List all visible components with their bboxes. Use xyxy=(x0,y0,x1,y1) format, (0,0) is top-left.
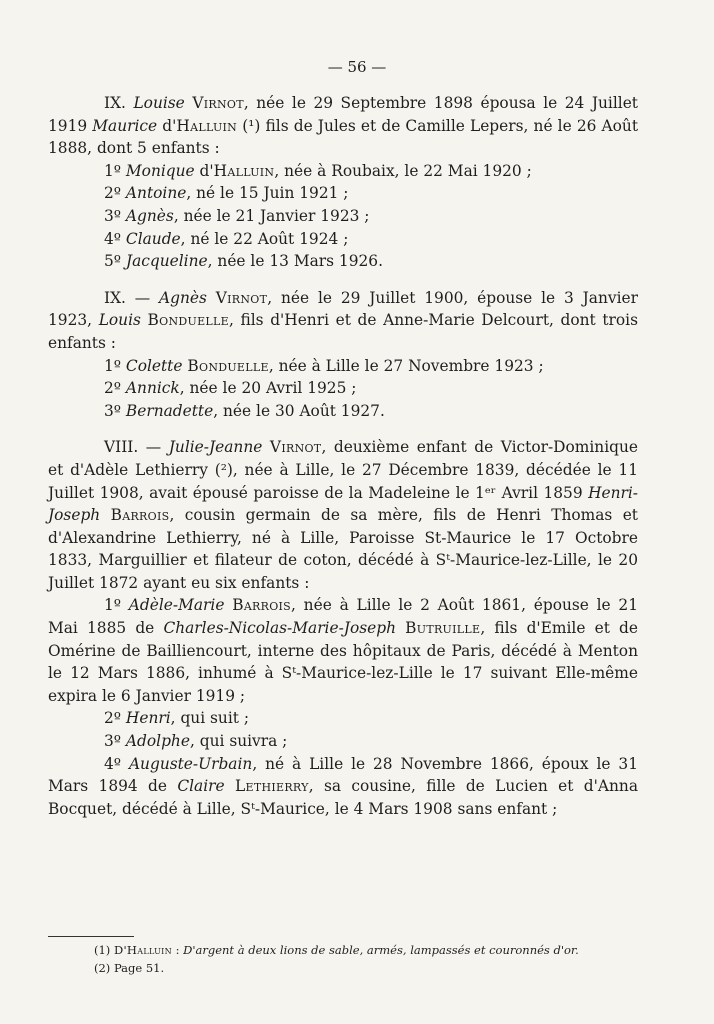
footnotes xyxy=(48,936,638,977)
list-item xyxy=(48,228,638,251)
text-run: , née le 20 Avril 1925 ; xyxy=(179,379,357,398)
text-run: d' xyxy=(157,116,177,135)
text-run: 3º xyxy=(104,401,126,420)
given-name: Antoine xyxy=(125,184,187,203)
text-run: , sa cousine, fille de Lucien et d'Anna Bocquet, décédé à Lille, Sᵗ-Maurice, le 4 Mars 1908 sans enfant ; xyxy=(48,777,639,818)
text-run: 1º xyxy=(104,356,126,375)
surname: Virnot xyxy=(192,94,244,112)
given-name: Julie-Jeanne xyxy=(168,438,263,457)
given-name: Auguste-Urbain xyxy=(128,754,253,773)
text-run: , fils d'Emile et de Omérine de Bailliencourt, interne des hôpitaux de Paris, décédé à Menton le 12 Mars 1886, inhumé à Sᵗ-Maurice-lez-Lille le 17 suivant Elle-même expira le 6 Janvier 1919 ; xyxy=(48,619,638,705)
list-item xyxy=(48,355,638,378)
given-name: Charles-Nicolas-Marie-Joseph xyxy=(163,619,396,638)
text-run: , né à Lille le 28 Novembre 1866, époux le 31 Mars 1894 de xyxy=(48,754,639,796)
given-name: Agnès xyxy=(159,288,207,307)
given-name: Claude xyxy=(125,229,181,248)
given-name: Monique xyxy=(125,161,195,180)
text-run: 1º xyxy=(104,596,129,615)
list-item xyxy=(48,707,638,730)
text-run: , née le 29 Juillet 1900, épouse le 3 Janvier 1923, xyxy=(48,288,638,330)
text-run: IX. — xyxy=(104,288,159,307)
text-run xyxy=(207,289,216,307)
list-item xyxy=(48,400,638,423)
text-run: , né le 22 Août 1924 ; xyxy=(180,229,349,248)
given-name: Jacqueline xyxy=(125,252,208,271)
paragraph-gap xyxy=(48,422,638,436)
list-item xyxy=(48,160,638,183)
given-name: Annick xyxy=(125,379,180,398)
given-name: Agnès xyxy=(125,206,174,225)
surname: Virnot xyxy=(215,288,268,307)
page-number: — 56 — xyxy=(327,58,387,76)
text-run xyxy=(100,506,110,524)
text-run: , deuxième enfant de Victor-Dominique et d'Adèle Lethierry (²), née à Lille, le 27 Décembre 1839, décédée le 11 Juillet 1908, avait épousé paroisse de la Madeleine le 1ᵉʳ Avril 1859 xyxy=(48,438,638,502)
surname: D'Halluin xyxy=(113,943,172,957)
surname: Lethierry xyxy=(234,777,309,796)
text-run: 2º xyxy=(104,709,126,728)
text-run: 1º xyxy=(104,161,126,180)
text-run xyxy=(141,311,148,329)
text-run: VIII. — xyxy=(104,438,169,457)
footnote xyxy=(48,941,638,959)
text-run: , née le 29 Septembre 1898 épousa le 24 Juillet 1919 xyxy=(48,94,638,135)
text-run: 4º xyxy=(104,229,126,248)
given-name: Henri xyxy=(125,709,171,728)
text-run: 2º xyxy=(104,184,126,203)
given-name: D'argent à deux lions de sable, armés, lampassés et couronnés d'or. xyxy=(183,943,579,957)
given-name: Louis xyxy=(98,311,141,330)
text-run: , née le 21 Janvier 1923 ; xyxy=(173,206,370,225)
given-name: Claire xyxy=(177,777,225,796)
text-run: , née le 30 Août 1927. xyxy=(213,401,385,420)
surname: Barrois xyxy=(232,596,292,615)
text-run: , né le 15 Juin 1921 ; xyxy=(186,184,349,203)
paragraph xyxy=(48,436,638,594)
text-run xyxy=(396,619,405,637)
given-name: Adolphe xyxy=(125,732,190,751)
text-run: , qui suit ; xyxy=(170,709,250,728)
list-item xyxy=(48,730,638,753)
list-item xyxy=(48,594,638,707)
text-run: d' xyxy=(194,161,214,180)
text-run: 4º xyxy=(104,754,129,773)
given-name: Bernadette xyxy=(125,401,214,420)
given-name: Adèle-Marie xyxy=(128,596,225,615)
list-item xyxy=(48,250,638,273)
text-run: 2º xyxy=(104,379,126,398)
given-name: Colette xyxy=(125,356,183,375)
footnote xyxy=(48,959,638,977)
text-run: (2) Page 51. xyxy=(94,961,165,975)
text-run: 3º xyxy=(104,206,126,225)
text-run: , fils d'Henri et de Anne-Marie Delcourt, dont trois enfants : xyxy=(48,311,638,352)
surname: Virnot xyxy=(269,438,322,457)
text-run: , cousin germain de sa mère, fils de Henri Thomas et d'Alexandrine Lethierry, né à Lille, Paroisse St-Maurice le 17 Octobre 1833, Marguillier et filateur de coton, décédé à Sᵗ-Maurice-lez-Lille, le 20 Juillet 1872 ayant eu six enfants : xyxy=(48,506,638,592)
text-run xyxy=(225,777,235,795)
surname: Butruille xyxy=(405,619,481,638)
text-run: , née le 13 Mars 1926. xyxy=(207,252,383,271)
paragraph-gap xyxy=(48,273,638,287)
text-run: , née à Roubaix, le 22 Mai 1920 ; xyxy=(274,161,532,180)
surname: Bonduelle xyxy=(147,311,229,330)
given-name: Henri-Joseph xyxy=(48,483,638,525)
text-run: IX. xyxy=(104,94,134,112)
surname: Halluin xyxy=(176,116,238,135)
given-name: Maurice xyxy=(92,116,158,135)
text-run: , née à Lille le 27 Novembre 1923 ; xyxy=(268,356,544,375)
list-item xyxy=(48,377,638,400)
paragraph xyxy=(48,92,638,160)
text-run: 5º xyxy=(104,252,126,271)
paragraph xyxy=(48,287,638,355)
surname: Halluin xyxy=(213,161,275,180)
text-run xyxy=(262,438,270,456)
surname: Barrois xyxy=(110,506,170,525)
text-run: , qui suivra ; xyxy=(189,732,288,751)
text-run: 3º xyxy=(104,732,126,751)
text-run: (1) xyxy=(94,943,114,957)
given-name: Louise xyxy=(133,94,185,112)
text-run: , née à Lille le 2 Août 1861, épouse le 21 Mai 1885 de xyxy=(48,596,638,638)
text-run: : xyxy=(171,943,184,957)
list-item xyxy=(48,182,638,205)
body-text xyxy=(48,92,638,820)
list-item xyxy=(48,753,638,821)
list-item xyxy=(48,205,638,228)
surname: Bonduelle xyxy=(187,356,269,375)
text-run: (¹) fils de Jules et de Camille Lepers, né le 26 Août 1888, dont 5 enfants : xyxy=(48,116,639,158)
footnote-rule xyxy=(48,936,134,937)
